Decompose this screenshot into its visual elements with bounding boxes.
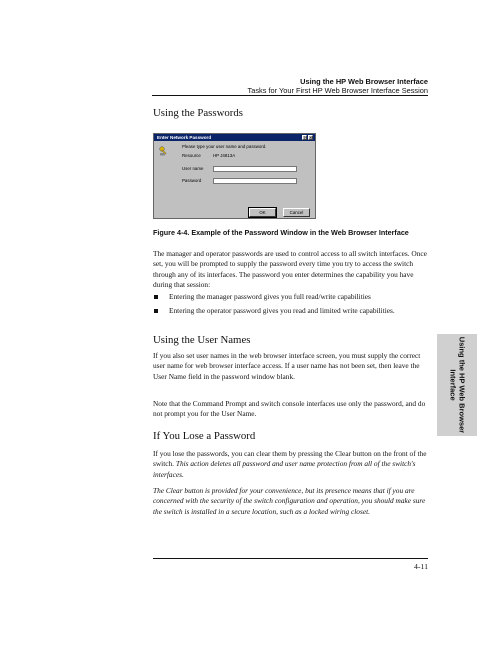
side-tab-line-1: Using the HP Web Browser xyxy=(457,336,467,434)
bullet-list xyxy=(153,292,430,317)
username-input[interactable] xyxy=(213,166,297,172)
passwords-paragraph xyxy=(153,249,430,291)
section-heading-passwords: Using the Passwords xyxy=(153,107,243,119)
dialog-title-bar xyxy=(154,134,315,141)
footer-rule xyxy=(153,558,428,559)
figure-caption: Figure 4-4. Example of the Password Window in the Web Browser Interface xyxy=(153,228,409,237)
help-icon[interactable]: ? xyxy=(303,135,306,140)
section-heading-lost-password: If You Lose a Password xyxy=(153,430,256,442)
bullet-square-icon xyxy=(154,309,158,313)
username-label: User name xyxy=(182,166,204,171)
usernames-paragraph-2 xyxy=(153,399,430,420)
key-icon xyxy=(159,146,169,156)
password-dialog xyxy=(153,133,316,219)
cancel-button[interactable]: Cancel xyxy=(283,208,310,217)
running-header-subtitle: Tasks for Your First HP Web Browser Interface Session xyxy=(247,86,428,95)
side-tab-label xyxy=(449,337,466,433)
bullet-text: Entering the operator password gives you read and limited write capabilities. xyxy=(169,306,395,316)
side-tab-line-2: Interface xyxy=(449,369,458,401)
lost-text-2: The Clear button is provided for your convenience, but its presence means that if you are concerned with the security of the switch configuration and operation, you should make sure the switch is installed in a secure location, such as a locked wiring closet. xyxy=(153,486,426,516)
bullet-text: Entering the manager password gives you full read/write capabilities xyxy=(169,292,371,301)
lost-text-1-italic: This action deletes all password and user name protection from all of the switch's interfaces. xyxy=(153,459,416,479)
close-icon[interactable]: ✕ xyxy=(309,135,313,140)
bullet-item xyxy=(153,292,430,302)
password-input[interactable] xyxy=(213,178,297,184)
dialog-prompt: Please type your user name and password. xyxy=(182,144,267,149)
lost-paragraph-1 xyxy=(153,449,430,480)
usernames-paragraph-1 xyxy=(153,351,430,382)
lost-text-1 xyxy=(153,449,430,480)
section-heading-usernames: Using the User Names xyxy=(153,334,251,346)
bullet-square-icon xyxy=(154,295,158,299)
usernames-text-1: If you also set user names in the web browser interface screen, you must supply the correct user name for web browser interface access. If a user name has not been set, then leave the User Name field in the password window blank. xyxy=(153,351,421,381)
passwords-text: The manager and operator passwords are used to control access to all switch interfaces. Once set, you will be prompted to supply the password every time you try to access the switch through any of its interfaces. The password you enter determines the capability you have during that session: xyxy=(153,249,427,290)
running-header-title: Using the HP Web Browser Interface xyxy=(300,77,428,86)
resource-value: HP J4813A xyxy=(213,153,236,158)
usernames-text-2: Note that the Command Prompt and switch console interfaces use only the password, and do not prompt you for the User Name. xyxy=(153,399,426,419)
password-label: Password xyxy=(182,178,202,183)
lost-paragraph-2 xyxy=(153,486,430,517)
page-number: 4-11 xyxy=(413,562,428,571)
resource-label: Resource xyxy=(182,153,201,158)
lost-text-1-plain: If you lose the passwords, you can clear them by pressing the Clear button on the front of the switch. xyxy=(153,449,427,469)
bullet-item xyxy=(153,306,430,316)
dialog-title: Enter Network Password xyxy=(157,135,212,140)
ok-button[interactable]: OK xyxy=(249,208,276,217)
header-rule xyxy=(152,95,428,96)
